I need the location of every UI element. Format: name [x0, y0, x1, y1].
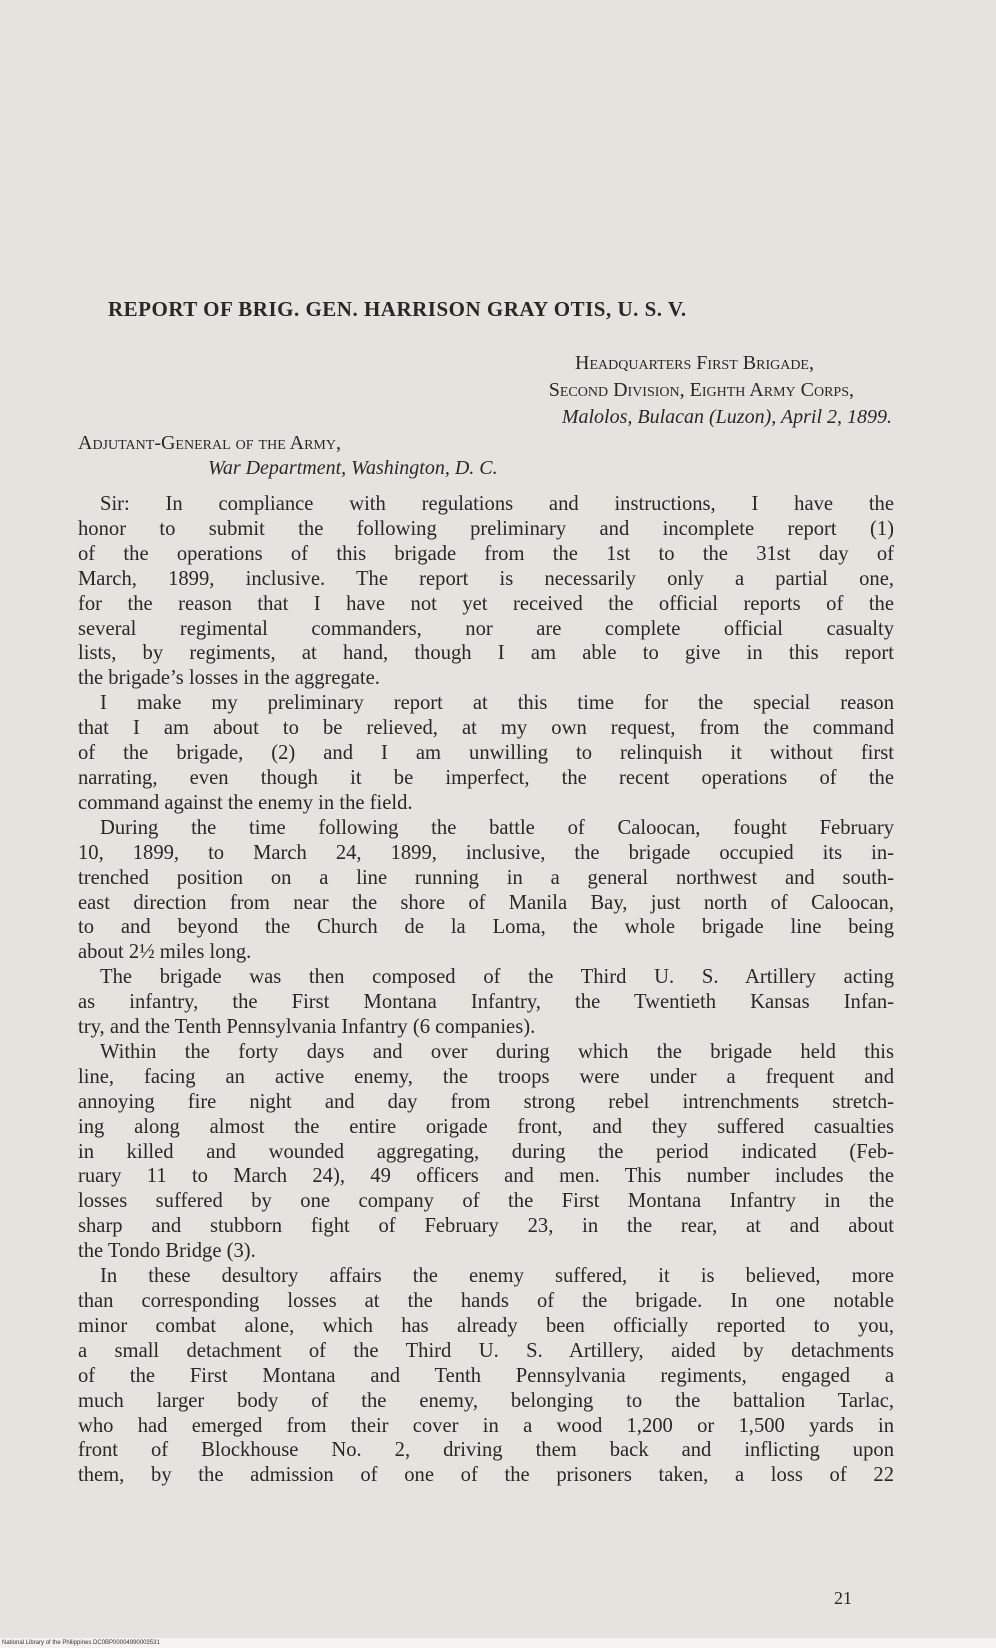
- headquarters-line-2: Second Division, Eighth Army Corps,: [548, 379, 854, 401]
- page-number: 21: [834, 1588, 852, 1608]
- body-line: a small detachment of the Third U. S. Artillery, aided by detachments: [78, 1339, 894, 1362]
- address-line-2: War Department, Washington, D. C.: [208, 457, 498, 479]
- body-line: the brigade’s losses in the aggregate.: [78, 667, 380, 690]
- body-line: for the reason that I have not yet received the official reports of the: [78, 592, 894, 615]
- body-line: I make my preliminary report at this time for the special reason: [100, 692, 894, 715]
- body-line: of the brigade, (2) and I am unwilling to relinquish it without first: [78, 742, 894, 765]
- body-line: try, and the Tenth Pennsylvania Infantry (6 companies).: [78, 1016, 536, 1039]
- body-line: east direction from near the shore of Manila Bay, just north of Caloocan,: [78, 891, 894, 914]
- headquarters-block: [0, 350, 892, 431]
- body-line: sharp and stubborn fight of February 23, in the rear, at and about: [78, 1215, 894, 1238]
- address-block: [78, 431, 498, 481]
- body-line: as infantry, the First Montana Infantry, the Twentieth Kansas Infan-: [78, 991, 894, 1014]
- body-line: about 2½ miles long.: [78, 941, 252, 964]
- body-line: line, facing an active enemy, the troops were under a frequent and: [78, 1065, 894, 1088]
- body-line: March, 1899, inclusive. The report is necessarily only a partial one,: [78, 567, 894, 590]
- body-line: the Tondo Bridge (3).: [78, 1240, 256, 1263]
- body-line: in killed and wounded aggregating, during the period indicated (Feb-: [78, 1140, 894, 1163]
- body-line: of the operations of this brigade from the 1st to the 31st day of: [78, 542, 894, 565]
- report-body: [78, 492, 894, 1488]
- body-line: Sir: In compliance with regulations and instructions, I have the: [100, 493, 894, 515]
- body-line: During the time following the battle of Caloocan, fought February: [100, 816, 894, 839]
- body-line: much larger body of the enemy, belonging to the battalion Tarlac,: [78, 1389, 894, 1412]
- body-line: Within the forty days and over during which the brigade held this: [100, 1040, 894, 1063]
- body-line: annoying fire night and day from strong rebel intrenchments stretch-: [78, 1090, 894, 1113]
- body-line: honor to submit the following preliminary and incomplete report (1): [78, 517, 894, 540]
- body-line: narrating, even though it be imperfect, the recent operations of the: [78, 766, 894, 789]
- report-title: REPORT OF BRIG. GEN. HARRISON GRAY OTIS, U. S. V.: [108, 297, 687, 321]
- body-line: several regimental commanders, nor are complete official casualty: [78, 617, 894, 640]
- body-line: lists, by regiments, at hand, though I am able to give in this report: [78, 642, 894, 665]
- body-line: ruary 11 to March 24), 49 officers and men. This number includes the: [78, 1165, 894, 1188]
- body-line: losses suffered by one company of the First Montana Infantry in the: [78, 1190, 894, 1213]
- body-line: 10, 1899, to March 24, 1899, inclusive, the brigade occupied its in-: [78, 841, 894, 864]
- body-line: The brigade was then composed of the Third U. S. Artillery acting: [100, 966, 894, 989]
- body-line: to and beyond the Church de la Loma, the whole brigade line being: [78, 916, 894, 939]
- body-line: them, by the admission of one of the prisoners taken, a loss of 22: [78, 1464, 894, 1487]
- body-line: trenched position on a line running in a general northwest and south-: [78, 866, 894, 889]
- body-line: that I am about to be relieved, at my own request, from the command: [78, 717, 894, 740]
- body-line: of the First Montana and Tenth Pennsylvania regiments, engaged a: [78, 1364, 894, 1387]
- body-line: front of Blockhouse No. 2, driving them back and inflicting upon: [78, 1439, 894, 1462]
- body-line: minor combat alone, which has already been officially reported to you,: [78, 1314, 894, 1337]
- body-line: In these desultory affairs the enemy suffered, it is believed, more: [100, 1265, 894, 1288]
- library-footer: National Library of the Philippines DC0BP00004990003531: [0, 1638, 996, 1648]
- headquarters-line-1: Headquarters First Brigade,: [575, 352, 814, 374]
- body-line: than corresponding losses at the hands of the brigade. In one notable: [78, 1290, 894, 1312]
- body-line: who had emerged from their cover in a wood 1,200 or 1,500 yards in: [78, 1414, 894, 1437]
- body-line: command against the enemy in the field.: [78, 791, 413, 814]
- headquarters-line-3: Malolos, Bulacan (Luzon), April 2, 1899.: [561, 406, 892, 428]
- body-line: ing along almost the entire origade front, and they suffered casualties: [78, 1115, 894, 1138]
- address-line-1: Adjutant-General of the Army,: [78, 432, 341, 454]
